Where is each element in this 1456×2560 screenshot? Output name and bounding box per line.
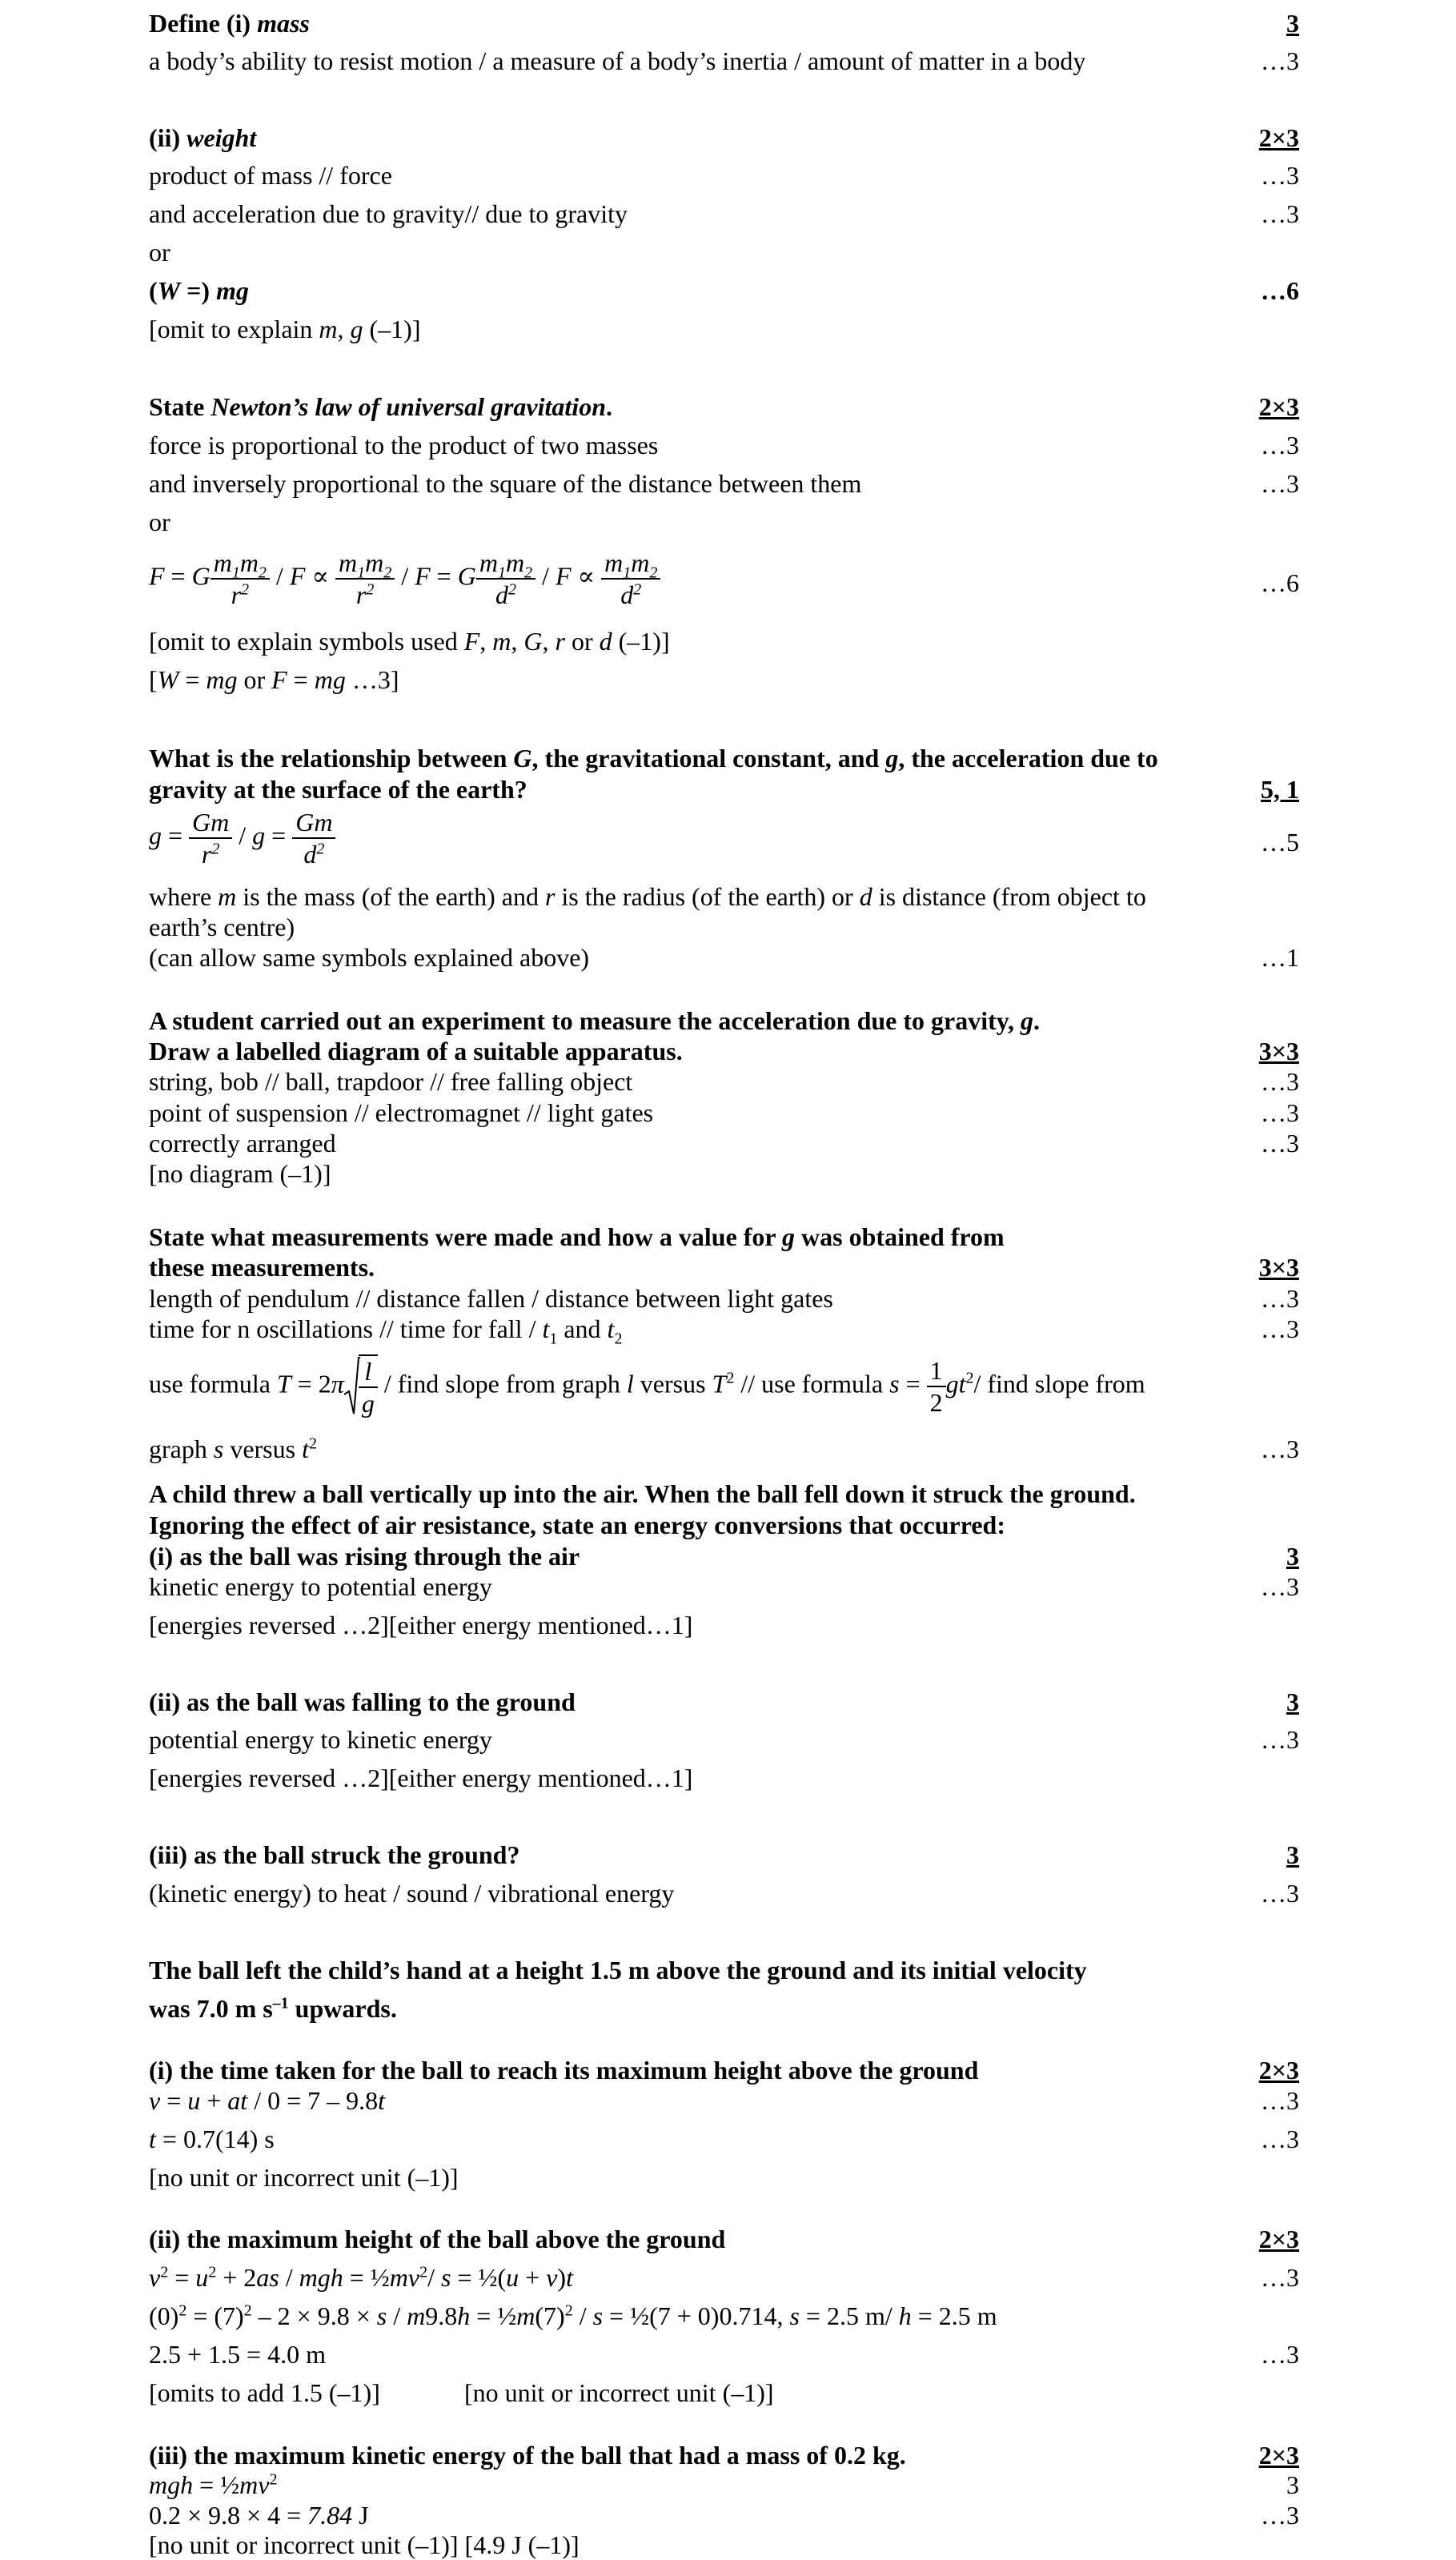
question-time: (i) the time taken for the ball to reach its maximum height above the ground: [149, 2056, 979, 2085]
answer-measurements-2: time for n oscillations // time for fall / $t_1$ and $t_2$: [149, 1314, 623, 1348]
answer-ball-iii: (kinetic energy) to heat / sound / vibrational energy: [149, 1879, 675, 1908]
note-ball-ii: [energies reversed …2][either energy mentioned…1]: [149, 1764, 693, 1792]
or-label: or: [149, 238, 170, 267]
answer-weight-1: product of mass // force: [149, 161, 392, 190]
note-newton-2: [W = mg or F = mg …3]: [149, 665, 399, 694]
question-kinetic: (iii) the maximum kinetic energy of the ball that had a mass of 0.2 kg.: [149, 2441, 906, 2470]
question-ball-iii: (iii) as the ball struck the ground?: [149, 1840, 520, 1869]
mark-kinetic-1: 3: [1286, 2470, 1299, 2499]
answer-max-height-2: $(0)^2 = (7)^2 - 2 \times 9.8 \times s / m9.8h$ = $\frac{1}{2}m(7)^2$ / s = ½(7 + 0)0.714, s = 2.5 m/ h = 2.5 m: [149, 2301, 997, 2330]
answer-ball-i: kinetic energy to potential energy: [149, 1572, 492, 1601]
answer-kinetic-2: 0.2 × 9.8 × 4 = 7.84 J: [149, 2501, 369, 2530]
mark-mass-answer: …3: [1261, 46, 1299, 75]
answer-measurements-1: length of pendulum // distance fallen / distance between light gates: [149, 1284, 833, 1313]
question-ball-ii: (ii) as the ball was falling to the ground: [149, 1687, 576, 1716]
answer-time-1: v = u + at / 0 = 7 – 9.8t: [149, 2086, 386, 2115]
question-measurements-2: these measurements.: [149, 1253, 375, 1282]
mark-experiment: 3×3: [1258, 1037, 1299, 1065]
mark-experiment-2: …3: [1261, 1098, 1299, 1127]
mark-relation-note: …1: [1261, 943, 1299, 972]
answer-weight-formula: (W =) mg: [149, 276, 249, 305]
mark-ball-ii-answer: …3: [1261, 1725, 1299, 1754]
question-relation-2: gravity at the surface of the earth?: [149, 775, 527, 804]
mark-max-height-1: …3: [1261, 2263, 1299, 2292]
answer-experiment-1: string, bob // ball, trapdoor // free falling object: [149, 1067, 633, 1096]
mark-ball-iii-answer: …3: [1261, 1879, 1299, 1908]
answer-measurements-4: graph s versus $t^2$: [149, 1434, 317, 1463]
question-ball-i: (i) as the ball was rising through the air: [149, 1542, 580, 1571]
answer-weight-2: and acceleration due to gravity// due to gravity: [149, 199, 628, 228]
mark-experiment-3: …3: [1261, 1129, 1299, 1158]
mark-kinetic: 2×3: [1258, 2441, 1299, 2470]
note-ball-i: [energies reversed …2][either energy mentioned…1]: [149, 1611, 693, 1639]
question-experiment-1: A student carried out an experiment to measure the acceleration due to gravity, g.: [149, 1006, 1040, 1035]
mark-measurements-1: …3: [1261, 1284, 1299, 1313]
answer-relation-1: where m is the mass (of the earth) and r is the radius (of the earth) or d is distance (from object to: [149, 882, 1146, 911]
question-weight: (ii) weight: [149, 123, 257, 152]
question-mass: Define (i) mass: [149, 9, 310, 38]
question-measurements-1: State what measurements were made and how a value for g was obtained from: [149, 1222, 1005, 1251]
note-time: [no unit or incorrect unit (–1)]: [149, 2163, 459, 2192]
mark-newton-1: …3: [1261, 431, 1299, 459]
mark-weight-1: …3: [1261, 161, 1299, 190]
note-weight: [omit to explain m, g (–1)]: [149, 315, 421, 343]
question-max-height: (ii) the maximum height of the ball above the ground: [149, 2225, 726, 2253]
mark-newton: 2×3: [1258, 392, 1299, 421]
question-relation-1: What is the relationship between G, the gravitational constant, and g, the acceleration due to: [149, 744, 1158, 772]
answer-newton-2: and inversely proportional to the square of the distance between them: [149, 469, 862, 498]
mark-weight: 2×3: [1258, 123, 1299, 152]
answer-experiment-3: correctly arranged: [149, 1129, 336, 1158]
note-experiment: [no diagram (–1)]: [149, 1159, 331, 1188]
mark-time: 2×3: [1258, 2056, 1299, 2085]
answer-max-height-1: $v^2 = u^2 + 2as$ / mgh = $\frac{1}{2}mv^2/$ s = ½(u + v)t: [149, 2263, 573, 2292]
answer-experiment-2: point of suspension // electromagnet // light gates: [149, 1098, 654, 1127]
mark-ball-i: 3: [1286, 1542, 1299, 1571]
note-relation: (can allow same symbols explained above): [149, 943, 590, 972]
mark-ball-iii: 3: [1286, 1840, 1299, 1869]
mark-relation: 5, 1: [1261, 775, 1299, 804]
mark-weight-2: …3: [1261, 199, 1299, 228]
answer-ball-ii: potential energy to kinetic energy: [149, 1725, 492, 1754]
mark-experiment-1: …3: [1261, 1067, 1299, 1096]
newton-formula: F = G $\frac{m_1m_2}{r^2}$ / F ∝ $\frac{m_1m_2}{r^2}$ / F = G $\frac{m_1m_2}{d^2}$ / F ∝ $\frac{m_1m_2}{d^2}$: [149, 548, 660, 610]
question-experiment-2: Draw a labelled diagram of a suitable apparatus.: [149, 1037, 683, 1065]
note-max-height-2: [no unit or incorrect unit (–1)]: [464, 2378, 774, 2407]
mark-weight-formula: …6: [1261, 276, 1299, 305]
answer-mass: a body’s ability to resist motion / a measure of a body’s inertia / amount of matter in a body: [149, 46, 1086, 75]
mark-time-1: …3: [1261, 2086, 1299, 2115]
answer-relation-2: earth’s centre): [149, 913, 295, 941]
mark-relation-formula: …5: [1261, 828, 1299, 857]
question-height-2: was 7.0 m $s^{-1}$ upwards.: [149, 1994, 397, 2023]
answer-kinetic-1: mgh = $\frac{1}{2}mv^2$: [149, 2470, 278, 2499]
or-label: or: [149, 508, 170, 536]
relation-formula: g = $\frac{Gm}{r^2}$ / g = $\frac{Gm}{d^2}$: [149, 807, 335, 869]
mark-ball-ii: 3: [1286, 1687, 1299, 1716]
answer-measurements-3: use formula T = 2π $\frac{l}{g}$ / find slope from graph l versus $T^2$ // use formula s = $\frac{1}{2}$ $gt^2/$ find slope from: [149, 1356, 1145, 1418]
answer-newton-1: force is proportional to the product of two masses: [149, 431, 659, 459]
mark-measurements-4: …3: [1261, 1434, 1299, 1463]
question-height-1: The ball left the child’s hand at a height 1.5 m above the ground and its initial velocity: [149, 1956, 1087, 1984]
note-kinetic: [no unit or incorrect unit (–1)] [4.9 J (–1)]: [149, 2530, 580, 2559]
mark-max-height: 2×3: [1258, 2225, 1299, 2253]
mark-measurements-2: …3: [1261, 1314, 1299, 1343]
mark-time-2: …3: [1261, 2125, 1299, 2153]
mark-newton-formula: …6: [1261, 568, 1299, 597]
answer-max-height-3: 2.5 + 1.5 = 4.0 m: [149, 2340, 326, 2369]
question-ball-1: A child threw a ball vertically up into the air. When the ball fell down it struck the ground.: [149, 1479, 1136, 1508]
mark-max-height-3: …3: [1261, 2340, 1299, 2369]
note-max-height-1: [omits to add 1.5 (–1)]: [149, 2378, 380, 2407]
mark-ball-i-answer: …3: [1261, 1572, 1299, 1601]
answer-time-2: t = 0.7(14) s: [149, 2125, 275, 2153]
question-newton: State Newton’s law of universal gravitation.: [149, 392, 612, 421]
mark-newton-2: …3: [1261, 469, 1299, 498]
note-newton-1: [omit to explain symbols used F, m, G, r or d (–1)]: [149, 627, 670, 656]
mark-mass: 3: [1286, 9, 1299, 38]
question-ball-2: Ignoring the effect of air resistance, state an energy conversions that occurred:: [149, 1511, 1005, 1539]
mark-measurements: 3×3: [1258, 1253, 1299, 1282]
mark-kinetic-2: …3: [1261, 2501, 1299, 2530]
